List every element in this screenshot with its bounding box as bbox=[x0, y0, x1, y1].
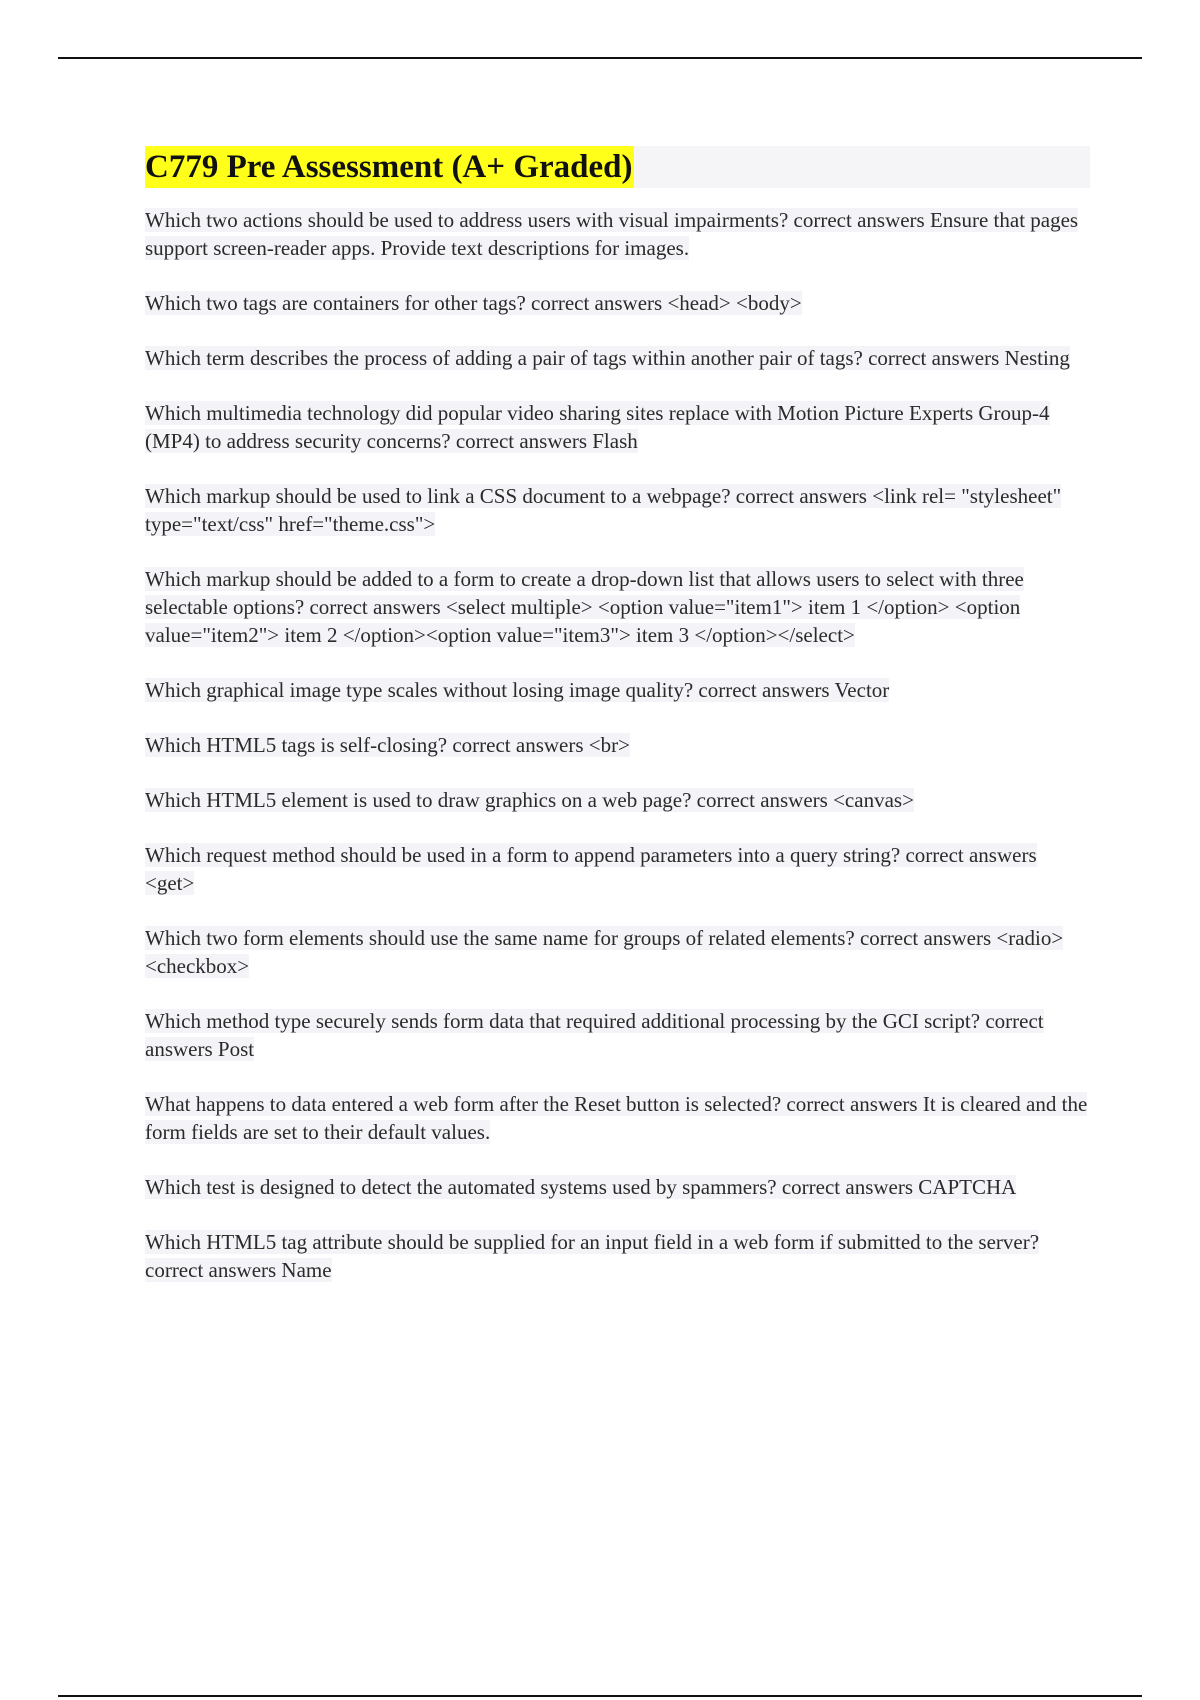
question-item bbox=[145, 1173, 1090, 1201]
question-item bbox=[145, 206, 1090, 262]
question-item bbox=[145, 731, 1090, 759]
question-item bbox=[145, 482, 1090, 538]
question-item bbox=[145, 676, 1090, 704]
question-text: Which two form elements should use the same name for groups of related elements? correct answers <radio> <checkbox> bbox=[145, 926, 1064, 978]
question-item bbox=[145, 786, 1090, 814]
question-item bbox=[145, 1090, 1090, 1146]
question-text: Which HTML5 tags is self-closing? correct answers <br> bbox=[145, 733, 630, 757]
question-text: Which HTML5 element is used to draw graphics on a web page? correct answers <canvas> bbox=[145, 788, 914, 812]
question-text: Which two tags are containers for other tags? correct answers <head> <body> bbox=[145, 291, 802, 315]
question-text: Which request method should be used in a form to append parameters into a query string? correct answers <get> bbox=[145, 843, 1037, 895]
question-text: Which multimedia technology did popular video sharing sites replace with Motion Picture Experts Group-4 (MP4) to address security concerns? correct answers Flash bbox=[145, 401, 1050, 453]
question-item bbox=[145, 1228, 1090, 1284]
top-rule bbox=[58, 57, 1142, 59]
question-text: Which method type securely sends form data that required additional processing by the GCI script? correct answers Post bbox=[145, 1009, 1044, 1061]
question-item bbox=[145, 399, 1090, 455]
question-list bbox=[145, 206, 1090, 1284]
document-title: C779 Pre Assessment (A+ Graded) bbox=[145, 146, 634, 188]
question-text: Which term describes the process of adding a pair of tags within another pair of tags? correct answers Nesting bbox=[145, 346, 1070, 370]
question-text: Which graphical image type scales without losing image quality? correct answers Vector bbox=[145, 678, 890, 702]
document-body bbox=[145, 146, 1090, 1311]
question-item bbox=[145, 1007, 1090, 1063]
bottom-rule bbox=[58, 1695, 1142, 1697]
question-text: Which HTML5 tag attribute should be supplied for an input field in a web form if submitted to the server? correct answers Name bbox=[145, 1230, 1040, 1282]
question-text: Which markup should be used to link a CSS document to a webpage? correct answers <link rel= "stylesheet" type="text/css" href="theme.css"> bbox=[145, 484, 1062, 536]
question-text: Which test is designed to detect the automated systems used by spammers? correct answers CAPTCHA bbox=[145, 1175, 1017, 1199]
question-item bbox=[145, 344, 1090, 372]
question-item bbox=[145, 565, 1090, 649]
question-item bbox=[145, 841, 1090, 897]
question-item bbox=[145, 924, 1090, 980]
question-item bbox=[145, 289, 1090, 317]
question-text: Which markup should be added to a form to create a drop-down list that allows users to select with three selectable options? correct answers <select multiple> <option value="item1"> item 1 </option> <option value="item2"> item 2 </option><option value="item3"> item 3 </option></select> bbox=[145, 567, 1024, 647]
question-text: Which two actions should be used to address users with visual impairments? correct answers Ensure that pages support screen-reader apps. Provide text descriptions for images. bbox=[145, 208, 1079, 260]
question-text: What happens to data entered a web form after the Reset button is selected? correct answers It is cleared and the form fields are set to their default values. bbox=[145, 1092, 1088, 1144]
title-band bbox=[145, 146, 1090, 188]
